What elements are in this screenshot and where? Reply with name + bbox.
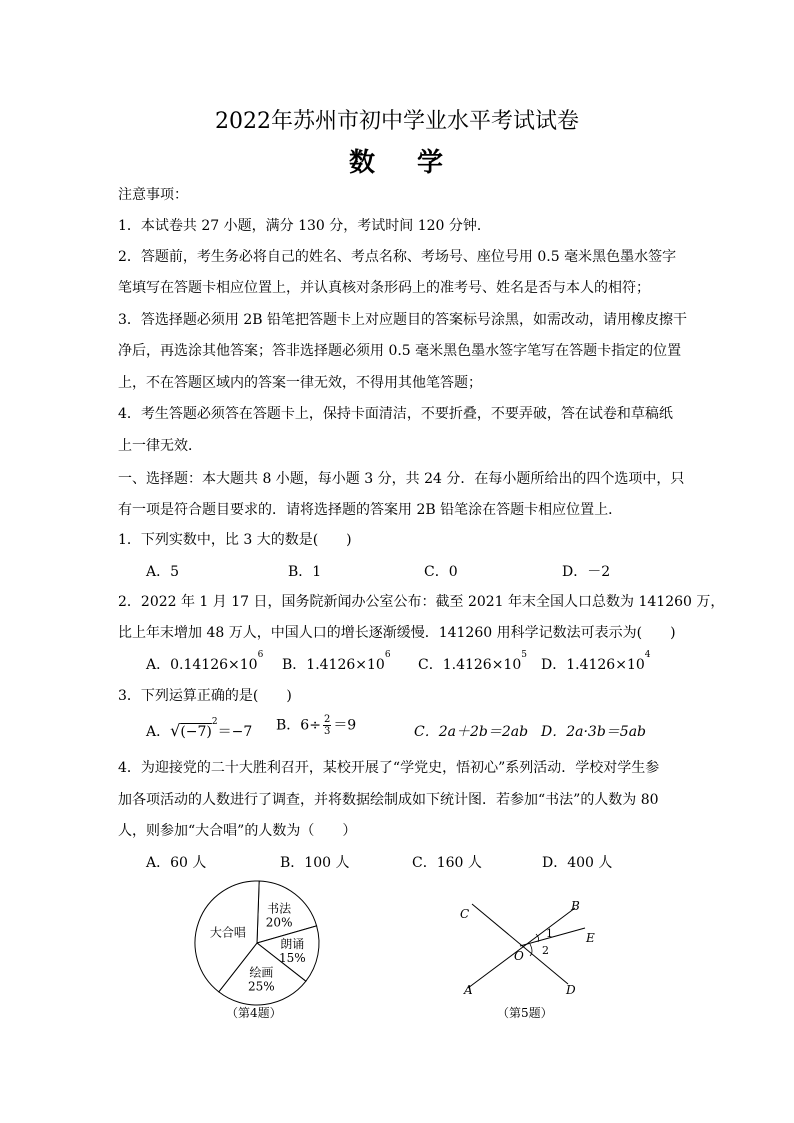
pie-slice-percent: 25% bbox=[248, 979, 275, 994]
q1-option-b: B．1 bbox=[288, 564, 322, 580]
section1-instructions-2: 有一项是符合题目要求的．请将选择题的答案用 2B 铅笔涂在答题卡相应位置上． bbox=[118, 502, 623, 518]
note-line: 3．答选择题必须用 2B 铅笔把答题卡上对应题目的答案标号涂黑，如需改动，请用橡皮擦干 bbox=[118, 312, 688, 328]
pie-slice-label: 朗诵 bbox=[280, 936, 305, 951]
subject-title bbox=[0, 142, 794, 179]
label-a: A bbox=[464, 983, 473, 997]
q4-option-b: B．100 人 bbox=[280, 855, 350, 871]
pie-slice-label: 大合唱 bbox=[209, 925, 246, 940]
pie-slice-label: 书法 bbox=[267, 901, 292, 916]
note-line: 笔填写在答题卡相应位置上，并认真核对条形码上的准考号、姓名是否与本人的相符； bbox=[118, 280, 650, 296]
note-line: 4．考生答题必须答在答题卡上，保持卡面清洁，不要折叠，不要弄破，答在试卷和草稿纸 bbox=[118, 406, 673, 422]
q3-option-c: C．2a＋2b＝2ab bbox=[414, 724, 529, 740]
q2-option-d: D．$1.4126\times 10^4$ bbox=[541, 650, 651, 673]
fig5-caption: （第5题） bbox=[497, 1006, 553, 1020]
q3-option-a: A．$√(-7)^2=-7$ bbox=[146, 717, 253, 740]
label-o: O bbox=[514, 949, 524, 963]
note-line: 上一律无效． bbox=[118, 438, 202, 454]
note-line: 净后，再选涂其他答案；答非选择题必须用 0.5 毫米黑色墨水签字笔写在答题卡指定的位置 bbox=[118, 343, 682, 359]
q1-option-a: A．5 bbox=[146, 564, 180, 580]
label-b: B bbox=[571, 899, 580, 913]
line-cd bbox=[472, 904, 568, 984]
label-angle-2: 2 bbox=[542, 944, 549, 957]
q4-option-c: C．160 人 bbox=[412, 855, 482, 871]
q2-option-b: B．$1.4126\times 10^6$ bbox=[282, 650, 391, 673]
note-line: 上，不在答题区域内的答案一律无效，不得用其他笔答题； bbox=[118, 375, 482, 391]
q4-option-d: D．400 人 bbox=[542, 855, 613, 871]
q3-option-d: D．2a·3b＝5ab bbox=[541, 724, 647, 740]
pie-slice-percent: 15% bbox=[278, 950, 306, 965]
fig4-caption: （第4题） bbox=[226, 1006, 282, 1020]
subject-char-1: 数 bbox=[348, 148, 377, 178]
pie-slice-label: 绘画 bbox=[249, 965, 274, 980]
angle-arc-2 bbox=[530, 944, 532, 956]
note-line: 2．答题前，考生务必将自己的姓名、考点名称、考场号、座位号用 0.5 毫米黑色墨水签字 bbox=[118, 249, 677, 265]
note-line: 1．本试卷共 27 小题，满分 130 分，考试时间 120 分钟． bbox=[118, 218, 491, 234]
q1-option-c: C．0 bbox=[424, 564, 458, 580]
q2-option-c: C．$1.4126\times 10^5$ bbox=[418, 650, 527, 673]
q2-stem-2: 比上年末增加 48 万人，中国人口的增长逐渐缓慢．141260 用科学记数法可表示为( ) bbox=[118, 625, 676, 641]
q3-option-b: B．6÷ $\frac{2}{3}$ ＝9 bbox=[276, 714, 357, 737]
label-d: D bbox=[566, 983, 576, 997]
label-angle-1: 1 bbox=[546, 927, 553, 940]
notes-heading: 注意事项： bbox=[118, 187, 188, 203]
exam-title: 2022年苏州市初中学业水平考试试卷 bbox=[215, 109, 579, 134]
q4-stem-3: 人，则参加“大合唱”的人数为（ ） bbox=[118, 823, 357, 839]
q3-stem: 3．下列运算正确的是( ) bbox=[118, 688, 292, 704]
q4-stem-1: 4．为迎接党的二十大胜利召开，某校开展了“学党史，悟初心”系列活动．学校对学生参 bbox=[118, 760, 660, 776]
label-c: C bbox=[460, 907, 470, 921]
q4-option-a: A．60 人 bbox=[146, 855, 207, 871]
q1-option-d: D．－2 bbox=[562, 564, 611, 580]
label-e: E bbox=[586, 931, 595, 945]
q4-stem-2: 加各项活动的人数进行了调查，并将数据绘制成如下统计图．若参加“书法”的人数为 80 bbox=[118, 792, 659, 808]
angle-figure bbox=[450, 890, 610, 1000]
q1-stem: 1．下列实数中，比 3 大的数是( ) bbox=[118, 532, 352, 548]
section1-instructions-1: 一、选择题：本大题共 8 小题，每小题 3 分，共 24 分．在每小题所给出的四个选项中，只 bbox=[118, 471, 685, 487]
subject-char-2: 学 bbox=[417, 148, 446, 178]
q2-stem-1: 2．2022 年 1 月 17 日，国务院新闻办公室公布：截至 2021 年末全国人口总数为 141260 万， bbox=[118, 594, 725, 610]
pie-slice-percent: 20% bbox=[265, 915, 293, 930]
q2-option-a: A．$0.14126\times 10^6$ bbox=[146, 650, 264, 673]
